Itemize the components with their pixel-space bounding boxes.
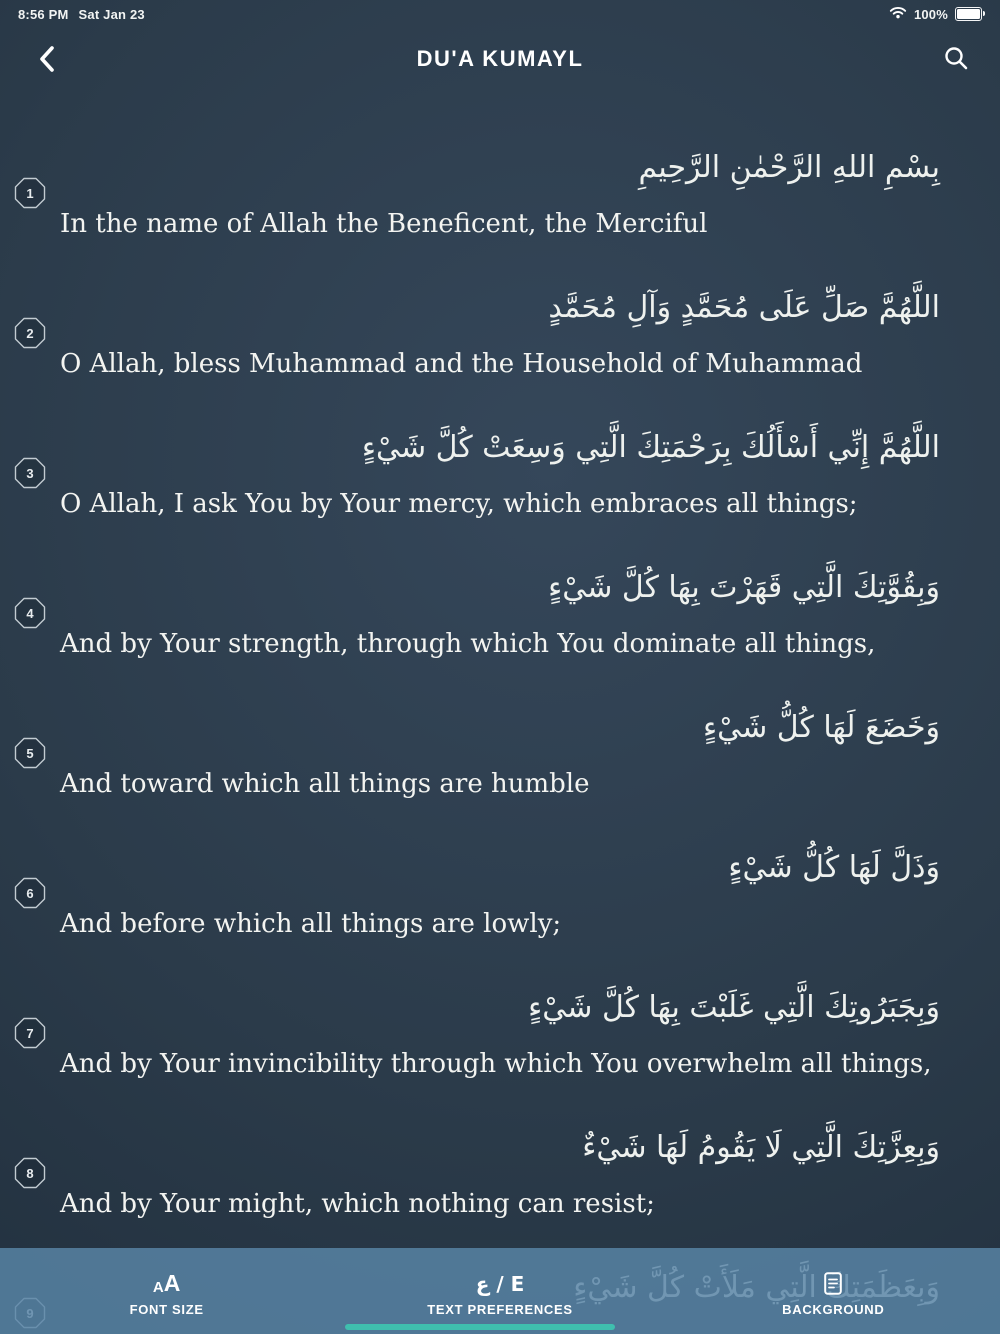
status-date: Sat Jan 23 bbox=[78, 6, 145, 22]
battery-percent: 100% bbox=[913, 6, 948, 22]
wifi-icon bbox=[889, 6, 907, 22]
verse-arabic-text: وَبِعِزَّتِكَ الَّتِي لَا يَقُومُ لَهَا شَيْءٌ bbox=[582, 1130, 940, 1165]
verse-number-badge bbox=[14, 1017, 46, 1049]
verse-arabic-text: اللَّهُمَّ صَلِّ عَلَى مُحَمَّدٍ وَآلِ مُحَمَّدٍ bbox=[548, 290, 940, 325]
search-button[interactable] bbox=[938, 40, 974, 76]
verse-number-badge bbox=[14, 177, 46, 209]
verse-english-text: And by Your invincibility through which You overwhelm all things, bbox=[60, 1049, 932, 1079]
status-time: 8:56 PM bbox=[18, 6, 69, 22]
font-size-label: FONT SIZE bbox=[129, 1302, 204, 1317]
verse-number: 6 bbox=[26, 885, 34, 901]
verse-number-badge bbox=[14, 597, 46, 629]
verse-number-badge bbox=[14, 457, 46, 489]
verse-english-text: O Allah, I ask You by Your mercy, which embraces all things; bbox=[60, 489, 858, 519]
verse-number-badge bbox=[14, 317, 46, 349]
verse-row[interactable] bbox=[0, 1115, 1000, 1255]
verse-row[interactable] bbox=[0, 135, 1000, 275]
verse-number: 3 bbox=[26, 465, 34, 481]
verse-list bbox=[0, 135, 1000, 1334]
verse-english-text: O Allah, bless Muhammad and the Household of Muhammad bbox=[60, 349, 863, 379]
background-button[interactable] bbox=[667, 1248, 1000, 1334]
verse-row[interactable] bbox=[0, 555, 1000, 695]
document-icon bbox=[824, 1269, 842, 1295]
header bbox=[0, 28, 1000, 90]
verse-arabic-text: اللَّهُمَّ إِنِّي أَسْأَلُكَ بِرَحْمَتِكَ الَّتِي وَسِعَتْ كُلَّ شَيْءٍ bbox=[361, 430, 940, 465]
verse-number: 7 bbox=[26, 1025, 34, 1041]
verse-arabic-text: وَخَضَعَ لَهَا كُلُّ شَيْءٍ bbox=[703, 710, 940, 745]
verse-number: 4 bbox=[26, 605, 34, 621]
bottom-toolbar bbox=[0, 1248, 1000, 1334]
status-bar bbox=[0, 0, 1000, 28]
page-title: DU'A KUMAYL bbox=[416, 46, 584, 71]
verse-arabic-text: وَبِقُوَّتِكَ الَّتِي قَهَرْتَ بِهَا كُلَّ شَيْءٍ bbox=[548, 570, 940, 605]
verse-row[interactable] bbox=[0, 835, 1000, 975]
verse-number: 1 bbox=[26, 185, 34, 201]
verse-row[interactable] bbox=[0, 275, 1000, 415]
verse-number-badge bbox=[14, 1157, 46, 1189]
verse-english-text: In the name of Allah the Beneficent, the Merciful bbox=[60, 209, 708, 239]
verse-number: 8 bbox=[26, 1165, 34, 1181]
verse-number-badge bbox=[14, 877, 46, 909]
background-label: BACKGROUND bbox=[782, 1302, 885, 1317]
verse-arabic-text: وَذَلَّ لَهَا كُلُّ شَيْءٍ bbox=[728, 850, 940, 885]
verse-english-text: And before which all things are lowly; bbox=[60, 909, 562, 939]
verse-row[interactable] bbox=[0, 695, 1000, 835]
language-toggle-icon: ع / E bbox=[475, 1272, 525, 1296]
verse-english-text: And by Your strength, through which You dominate all things, bbox=[60, 629, 876, 659]
text-preferences-label: TEXT PREFERENCES bbox=[427, 1302, 573, 1317]
verse-arabic-text: بِسْمِ اللهِ الرَّحْمٰنِ الرَّحِيمِ bbox=[638, 150, 940, 185]
font-size-button[interactable] bbox=[0, 1248, 333, 1334]
verse-english-text: And by Your might, which nothing can resist; bbox=[60, 1189, 655, 1219]
text-preferences-button[interactable] bbox=[333, 1248, 666, 1334]
verse-row[interactable] bbox=[0, 975, 1000, 1115]
verse-number-badge bbox=[14, 737, 46, 769]
verse-number: 2 bbox=[26, 325, 34, 341]
search-icon bbox=[942, 44, 970, 72]
verse-number: 5 bbox=[26, 745, 34, 761]
battery-icon bbox=[955, 7, 982, 21]
verse-english-text: And toward which all things are humble bbox=[60, 769, 590, 799]
verse-row[interactable] bbox=[0, 415, 1000, 555]
home-indicator-bar[interactable] bbox=[345, 1324, 615, 1330]
font-size-icon: A A bbox=[152, 1270, 181, 1296]
verse-arabic-text: وَبِجَبَرُوتِكَ الَّتِي غَلَبْتَ بِهَا كُلَّ شَيْءٍ bbox=[528, 990, 940, 1025]
